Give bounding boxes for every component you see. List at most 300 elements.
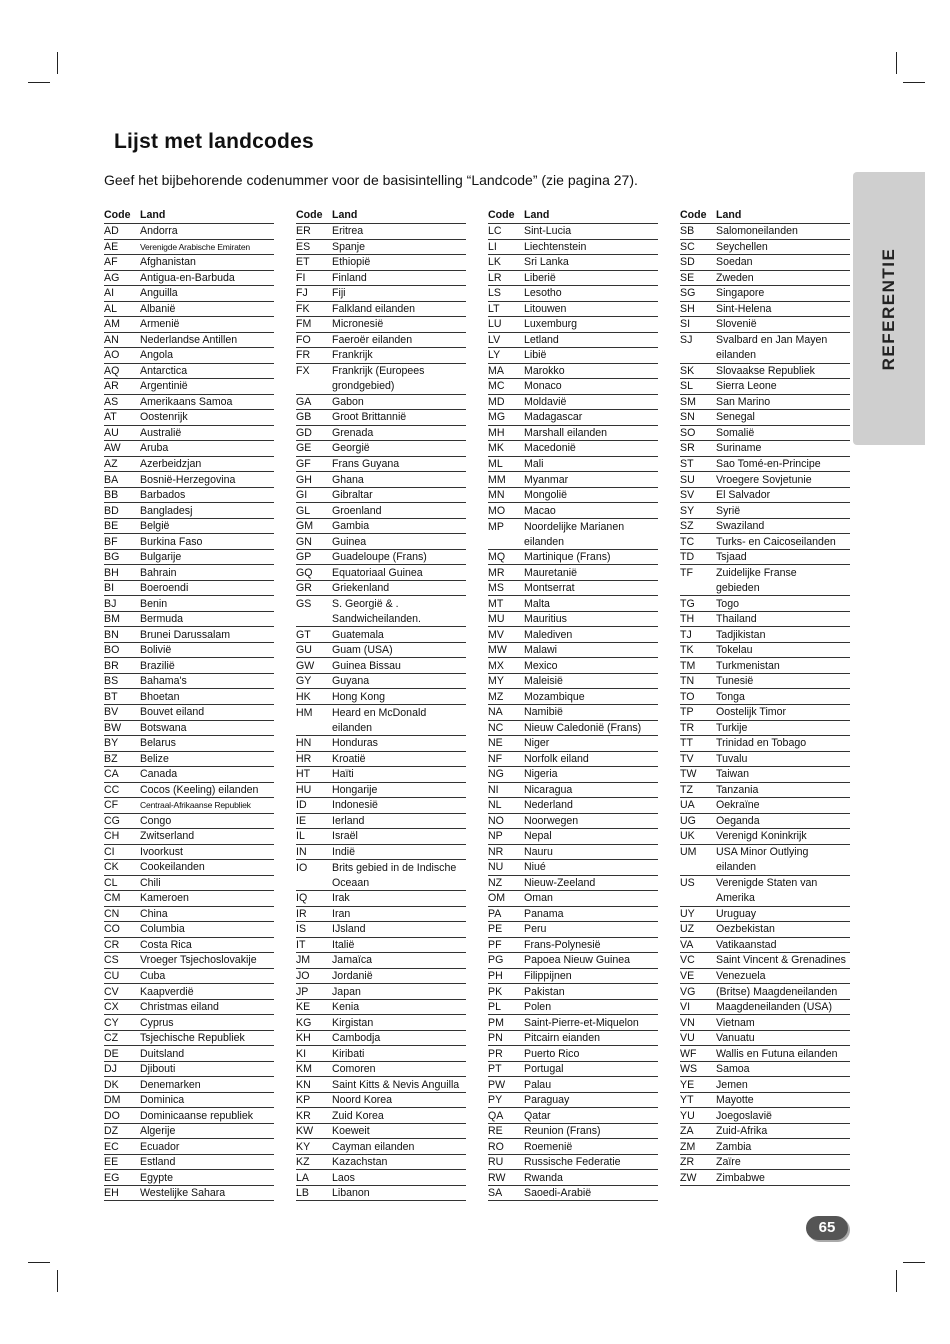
country-row (104, 984, 274, 1000)
country-code: SD (680, 256, 695, 269)
country-row (488, 984, 658, 1000)
country-row (488, 457, 658, 473)
country-code: ZA (680, 1125, 694, 1138)
country-code: DZ (104, 1125, 119, 1138)
country-code: VE (680, 970, 695, 982)
country-code: WS (680, 1063, 698, 1076)
country-name: Martinique (Frans) (524, 551, 611, 564)
country-name: S. Georgië & . (332, 598, 399, 611)
country-name: Luxemburg (524, 318, 577, 331)
country-name: Soedan (716, 256, 753, 269)
country-name: Malawi (524, 644, 557, 657)
country-row (488, 1000, 658, 1016)
country-row (104, 1093, 274, 1109)
country-row (680, 364, 850, 380)
country-code: BJ (104, 597, 117, 610)
country-code: US (680, 877, 695, 890)
country-row (488, 953, 658, 969)
country-code: FI (296, 271, 306, 284)
country-code: AN (104, 333, 119, 346)
country-name: Brits gebied in de Indische (332, 861, 457, 874)
country-row (680, 1124, 850, 1140)
country-row (680, 1000, 850, 1016)
country-name: Oman (524, 892, 553, 905)
country-code: IE (296, 814, 307, 827)
country-code: CK (104, 861, 119, 874)
country-row (680, 922, 850, 938)
country-code: FO (296, 333, 311, 346)
country-code: QA (488, 1109, 504, 1122)
country-name: Macao (524, 504, 556, 517)
country-row-continuation (680, 581, 850, 597)
country-code: TR (680, 721, 695, 734)
country-row (488, 876, 658, 892)
crop-mark (57, 52, 58, 74)
country-name: Ghana (332, 473, 364, 486)
country-code: MP (488, 520, 504, 533)
country-code: BW (104, 721, 122, 734)
country-code: PW (488, 1078, 506, 1091)
country-code: SM (680, 395, 696, 408)
country-name: Djibouti (140, 1063, 176, 1076)
country-code: MA (488, 364, 504, 377)
country-code: KM (296, 1063, 312, 1076)
country-row (296, 829, 466, 845)
country-row (104, 953, 274, 969)
country-code: HU (296, 783, 312, 796)
country-code: UZ (680, 923, 695, 936)
country-row (104, 1139, 274, 1155)
country-row (680, 829, 850, 845)
country-name: Argentinië (140, 380, 188, 393)
country-name: Antigua-en-Barbuda (140, 271, 235, 284)
country-code: GR (296, 582, 312, 595)
country-code: FK (296, 302, 310, 315)
country-name: Dominicaanse republiek (140, 1109, 254, 1122)
country-name: Nigeria (524, 768, 558, 781)
country-name: Frans-Polynesië (524, 938, 601, 951)
country-row (296, 1108, 466, 1124)
country-row (488, 658, 658, 674)
country-code: RW (488, 1171, 506, 1184)
country-name: Columbia (140, 923, 185, 936)
country-name: Estland (140, 1156, 176, 1169)
header-land: Land (332, 208, 358, 221)
country-code: BE (104, 520, 119, 533)
country-row (104, 565, 274, 581)
country-code: RE (488, 1125, 503, 1138)
country-code: BO (104, 644, 120, 657)
country-row (680, 1031, 850, 1047)
country-row (680, 658, 850, 674)
country-name-continued: Amerika (716, 892, 755, 905)
country-row (296, 798, 466, 814)
country-row (488, 829, 658, 845)
country-name: Sao Tomé-en-Principe (716, 457, 821, 470)
country-name: Kroatië (332, 752, 366, 765)
country-name: Israël (332, 830, 358, 843)
country-name: Nauru (524, 845, 553, 858)
country-code: LA (296, 1171, 309, 1184)
country-code: AI (104, 287, 115, 300)
country-name: Peru (524, 923, 547, 936)
country-row (680, 317, 850, 333)
country-code: JM (296, 954, 311, 967)
country-code: PM (488, 1016, 504, 1029)
country-name: Sri Lanka (524, 256, 569, 269)
country-name: Azerbeidzjan (140, 457, 202, 470)
country-name-continued: Oceaan (332, 876, 370, 889)
country-name: Kaapverdië (140, 985, 194, 998)
country-row (488, 1124, 658, 1140)
country-column-3 (488, 206, 658, 1201)
country-row (104, 1062, 274, 1078)
country-name: Montserrat (524, 582, 575, 595)
country-code: GM (296, 520, 314, 533)
country-name: Hongarije (332, 783, 378, 796)
country-row (680, 814, 850, 830)
country-row (296, 705, 466, 721)
country-code: MO (488, 504, 506, 517)
country-row (488, 333, 658, 349)
country-name: Sint-Helena (716, 302, 772, 315)
country-name: Noordelijke Marianen (524, 520, 625, 533)
country-row (488, 503, 658, 519)
country-name: Oezbekistan (716, 923, 775, 936)
country-row (680, 1046, 850, 1062)
country-name: Albanië (140, 302, 176, 315)
country-code: EC (104, 1140, 119, 1153)
country-code: NE (488, 737, 503, 750)
country-code: ZR (680, 1156, 695, 1169)
country-row (680, 876, 850, 892)
country-code: NP (488, 830, 503, 843)
country-name: Niger (524, 737, 550, 750)
country-code: AT (104, 411, 117, 424)
country-code: SR (680, 442, 695, 455)
country-name: Laos (332, 1171, 355, 1184)
section-tab-label: REFERENTIE (879, 247, 898, 370)
country-row (488, 441, 658, 457)
country-code: BR (104, 659, 119, 672)
country-row (104, 348, 274, 364)
country-name: Frans Guyana (332, 457, 400, 470)
country-row (104, 472, 274, 488)
country-code: SU (680, 473, 695, 486)
country-row (104, 627, 274, 643)
country-name-continued: gebieden (716, 582, 760, 595)
country-name: Tanzania (716, 783, 759, 796)
country-code: GI (296, 489, 308, 502)
country-name: Verenigde Staten van (716, 877, 818, 890)
country-name: Ivoorkust (140, 845, 183, 858)
country-name: Saint-Pierre-et-Miquelon (524, 1016, 639, 1029)
country-code: LR (488, 271, 502, 284)
country-name: Litouwen (524, 302, 567, 315)
country-code: SK (680, 364, 695, 377)
country-name: Zuidelijke Franse (716, 567, 797, 580)
country-code: PY (488, 1094, 503, 1107)
country-row (104, 317, 274, 333)
country-row (488, 1139, 658, 1155)
country-row (680, 907, 850, 923)
country-row (104, 1077, 274, 1093)
country-code: IR (296, 907, 307, 920)
country-code: ET (296, 256, 310, 269)
country-row (104, 1124, 274, 1140)
country-code: GF (296, 457, 311, 470)
country-code: NU (488, 861, 504, 874)
country-row (680, 643, 850, 659)
country-row (104, 1000, 274, 1016)
country-row (488, 860, 658, 876)
country-code: MD (488, 395, 505, 408)
country-code: TM (680, 659, 696, 672)
country-code: MY (488, 675, 504, 688)
country-name: Samoa (716, 1063, 750, 1076)
country-row (680, 1077, 850, 1093)
country-code: SO (680, 426, 696, 439)
country-name: Anguilla (140, 287, 178, 300)
country-code: CM (104, 892, 121, 905)
country-name: Thailand (716, 613, 757, 626)
country-row (104, 581, 274, 597)
country-code: KY (296, 1140, 311, 1153)
country-name: Sierra Leone (716, 380, 777, 393)
country-row (680, 426, 850, 442)
country-code: MU (488, 613, 505, 626)
country-row (296, 1062, 466, 1078)
country-row-continuation (296, 379, 466, 395)
country-code: BD (104, 504, 119, 517)
country-code: MN (488, 489, 505, 502)
country-code: EG (104, 1171, 120, 1184)
country-name: Niué (524, 861, 546, 874)
country-row (104, 1046, 274, 1062)
country-row (296, 1031, 466, 1047)
country-row-continuation (680, 348, 850, 364)
country-row (680, 1139, 850, 1155)
country-name: Guatemala (332, 628, 384, 641)
country-name: Zuid-Afrika (716, 1125, 768, 1138)
country-name: Amerikaans Samoa (140, 395, 233, 408)
country-row (296, 767, 466, 783)
country-name: Panama (524, 907, 564, 920)
country-name: Frankrijk (Europees (332, 365, 425, 378)
country-code: CF (104, 799, 119, 812)
country-row (680, 410, 850, 426)
country-name: Nederland (524, 799, 573, 812)
country-name: Duitsland (140, 1047, 185, 1060)
country-row (104, 783, 274, 799)
country-name: Polen (524, 1001, 552, 1014)
country-code: MH (488, 426, 505, 439)
country-row (488, 286, 658, 302)
country-name: Qatar (524, 1109, 551, 1122)
country-row (104, 240, 274, 256)
country-row (488, 255, 658, 271)
country-row (296, 596, 466, 612)
country-name: Saoedi-Arabië (524, 1187, 592, 1200)
country-code: PF (488, 938, 502, 951)
country-name: Zwitserland (140, 830, 195, 843)
country-row (680, 395, 850, 411)
country-code: EE (104, 1156, 119, 1169)
country-row (104, 767, 274, 783)
country-name: Zimbabwe (716, 1171, 765, 1184)
country-name: Mauritius (524, 613, 567, 626)
country-code: VG (680, 985, 696, 998)
country-code: GN (296, 535, 312, 548)
country-row (488, 364, 658, 380)
country-row (104, 503, 274, 519)
country-row (488, 240, 658, 256)
country-name: Senegal (716, 411, 755, 424)
country-code: CX (104, 1001, 119, 1014)
country-row (488, 565, 658, 581)
country-code: SI (680, 318, 691, 331)
country-name: Nederlandse Antillen (140, 333, 238, 346)
country-code: RO (488, 1140, 504, 1153)
country-row (680, 457, 850, 473)
country-name: Svalbard en Jan Mayen (716, 334, 828, 347)
country-code: TK (680, 644, 694, 657)
country-name: Zuid Korea (332, 1109, 384, 1122)
country-name: Slovenië (716, 318, 757, 331)
header-code: Code (488, 208, 515, 221)
country-code: UA (680, 799, 695, 812)
country-row (680, 767, 850, 783)
country-row (680, 302, 850, 318)
country-code: LU (488, 318, 502, 331)
country-name: Sint-Lucia (524, 225, 572, 238)
country-row (680, 1062, 850, 1078)
country-code: NI (488, 783, 499, 796)
country-row (488, 1031, 658, 1047)
country-name: Libië (524, 349, 547, 362)
country-name: Canada (140, 768, 178, 781)
country-row (680, 736, 850, 752)
country-row (104, 1186, 274, 1202)
country-row (296, 674, 466, 690)
country-code: WF (680, 1047, 697, 1060)
country-row (488, 1046, 658, 1062)
country-code: SH (680, 302, 695, 315)
country-row (104, 752, 274, 768)
country-name: Mayotte (716, 1094, 754, 1107)
crop-mark (896, 52, 897, 74)
country-code: AQ (104, 364, 120, 377)
country-code: SZ (680, 520, 694, 533)
country-row (104, 519, 274, 535)
country-row (104, 395, 274, 411)
country-code: PE (488, 923, 503, 936)
country-row (104, 426, 274, 442)
country-name: Irak (332, 892, 350, 905)
country-name: Saint Vincent & Grenadines (716, 954, 846, 967)
country-name: Centraal-Afrikaanse Republiek (140, 800, 251, 811)
country-name: Oeganda (716, 814, 760, 827)
country-row (296, 783, 466, 799)
country-code: IT (296, 938, 306, 951)
country-name: Kenia (332, 1001, 360, 1014)
country-row (680, 519, 850, 535)
country-code: IQ (296, 892, 308, 905)
country-code: ML (488, 457, 503, 470)
country-name: Chili (140, 876, 161, 889)
country-code: HN (296, 737, 312, 750)
country-code: BT (104, 690, 118, 703)
country-code: BY (104, 737, 119, 750)
country-name: Nieuw-Zeeland (524, 876, 596, 889)
country-name: Guyana (332, 675, 370, 688)
country-name: Bulgarije (140, 551, 182, 564)
country-code: PA (488, 907, 502, 920)
country-row (680, 845, 850, 861)
country-name: Bangladesj (140, 504, 193, 517)
country-code: BS (104, 675, 119, 688)
country-code: DJ (104, 1063, 117, 1076)
country-name: Reunion (Frans) (524, 1125, 601, 1138)
country-row-continuation (680, 891, 850, 907)
country-name: Faeroër eilanden (332, 333, 413, 346)
country-row (296, 1046, 466, 1062)
country-row (296, 240, 466, 256)
country-name: Micronesië (332, 318, 384, 331)
country-row (680, 984, 850, 1000)
country-code: CZ (104, 1032, 119, 1045)
country-row (296, 969, 466, 985)
country-name: Mexico (524, 659, 558, 672)
country-code: AR (104, 380, 119, 393)
country-row-continuation (296, 876, 466, 892)
country-row (680, 798, 850, 814)
country-code: KR (296, 1109, 311, 1122)
country-row (488, 627, 658, 643)
country-code: SL (680, 380, 693, 393)
country-row (680, 783, 850, 799)
country-row (296, 364, 466, 380)
country-name: Indië (332, 845, 355, 858)
country-name: Filippijnen (524, 970, 572, 982)
country-code: TC (680, 535, 695, 548)
country-code: NZ (488, 876, 503, 889)
country-name: Groot Brittannië (332, 411, 407, 424)
country-name: Verenigde Arabische Emiraten (140, 241, 251, 252)
country-row (104, 302, 274, 318)
country-code: BH (104, 566, 119, 579)
country-code: KN (296, 1078, 311, 1091)
country-row (488, 271, 658, 287)
country-row (680, 286, 850, 302)
country-name: Congo (140, 814, 172, 827)
country-name: Brazilië (140, 659, 175, 672)
country-code: FX (296, 365, 310, 378)
country-code: ZW (680, 1171, 697, 1184)
country-name: Marshall eilanden (524, 426, 608, 439)
country-name: (Britse) Maagdeneilanden (716, 985, 838, 998)
country-code: PT (488, 1063, 502, 1076)
country-name: Lesotho (524, 287, 562, 300)
country-code: VI (680, 1001, 691, 1014)
country-row (104, 922, 274, 938)
country-row (488, 348, 658, 364)
country-row (104, 938, 274, 954)
country-name: Guinea Bissau (332, 659, 401, 672)
country-name: Koeweit (332, 1125, 370, 1138)
country-row (296, 348, 466, 364)
country-name: België (140, 520, 170, 533)
